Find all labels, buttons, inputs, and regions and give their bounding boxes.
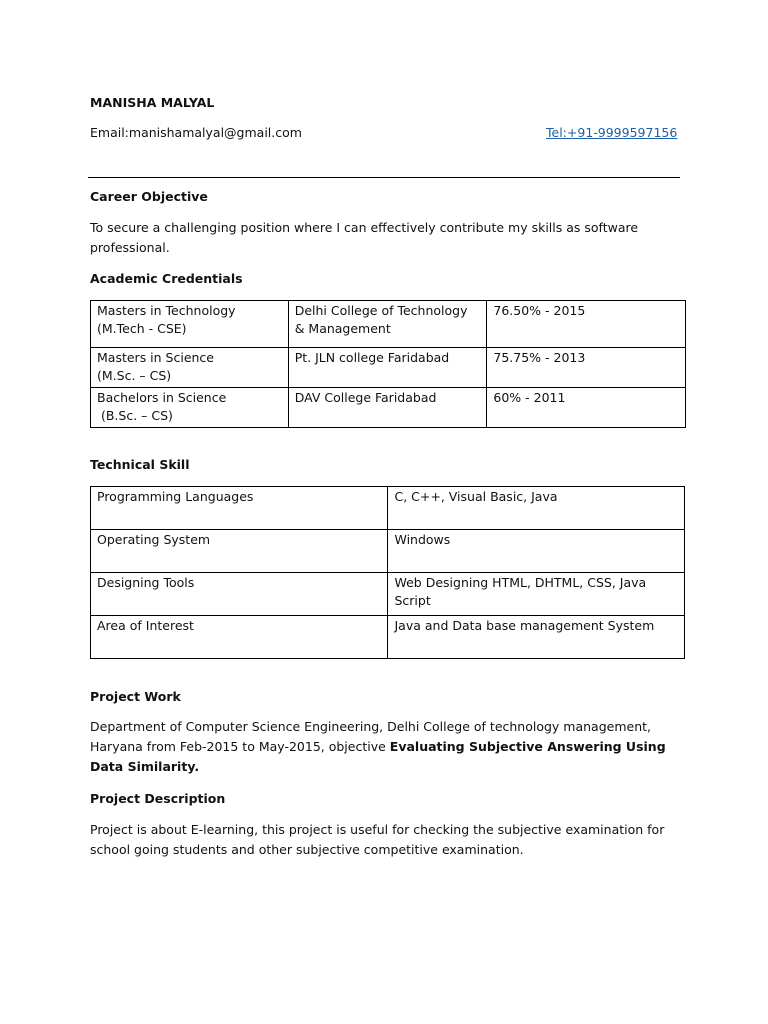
candidate-name: MANISHA MALYAL [90, 95, 215, 110]
project-description-text: Project is about E-learning, this project is useful for checking the subjective examination for school going students and other subjective competitive examination. [90, 822, 665, 857]
technical-skill-table [90, 486, 685, 659]
degree-abbrev: (M.Sc. – CS) [97, 368, 172, 383]
project-objective-title: Evaluating Subjective Answering Using Data Similarity. [90, 739, 666, 774]
skill-value-cell: Java and Data base management System [388, 616, 685, 659]
institute-cell: DAV College Faridabad [288, 388, 487, 428]
skill-label-cell: Area of Interest [91, 616, 388, 659]
project-work-heading: Project Work [90, 689, 181, 704]
telephone-link[interactable]: Tel:+91-9999597156 [546, 125, 678, 140]
project-work-text [90, 717, 680, 777]
skill-label-cell: Operating System [91, 530, 388, 573]
technical-skill-heading: Technical Skill [90, 457, 190, 472]
header-divider [88, 177, 680, 178]
score-cell: 60% - 2011 [487, 388, 686, 428]
academic-credentials-table [90, 300, 686, 428]
career-objective-text: To secure a challenging position where I can effectively contribute my skills as software professional. [90, 220, 639, 255]
academic-credentials-heading: Academic Credentials [90, 271, 243, 286]
skill-value-cell: Web Designing HTML, DHTML, CSS, Java Script [388, 573, 685, 616]
skill-label-cell: Programming Languages [91, 487, 388, 530]
degree-abbrev: (M.Tech - CSE) [97, 321, 187, 336]
degree-name: Bachelors in Science [97, 390, 227, 405]
table-row [91, 388, 686, 428]
institute-cell: Delhi College of Technology & Management [288, 301, 487, 348]
degree-name: Masters in Technology [97, 303, 236, 318]
institute-cell: Pt. JLN college Faridabad [288, 348, 487, 388]
degree-cell [91, 301, 289, 348]
score-cell: 75.75% - 2013 [487, 348, 686, 388]
table-row [91, 348, 686, 388]
table-row [91, 487, 685, 530]
table-row [91, 573, 685, 616]
degree-cell [91, 348, 289, 388]
table-row [91, 616, 685, 659]
skill-label-cell: Designing Tools [91, 573, 388, 616]
project-work-description: Department of Computer Science Engineering, Delhi College of technology management, Haryana from Feb-2015 to May-2015, objective [90, 719, 652, 754]
project-description-heading: Project Description [90, 791, 226, 806]
score-cell: 76.50% - 2015 [487, 301, 686, 348]
skill-value-cell: C, C++, Visual Basic, Java [388, 487, 685, 530]
skill-value-cell: Windows [388, 530, 685, 573]
email-address: Email:manishamalyal@gmail.com [90, 125, 302, 140]
degree-cell [91, 388, 289, 428]
degree-abbrev: (B.Sc. – CS) [97, 408, 173, 423]
table-row [91, 530, 685, 573]
degree-name: Masters in Science [97, 350, 214, 365]
table-row [91, 301, 686, 348]
career-objective-heading: Career Objective [90, 189, 208, 204]
